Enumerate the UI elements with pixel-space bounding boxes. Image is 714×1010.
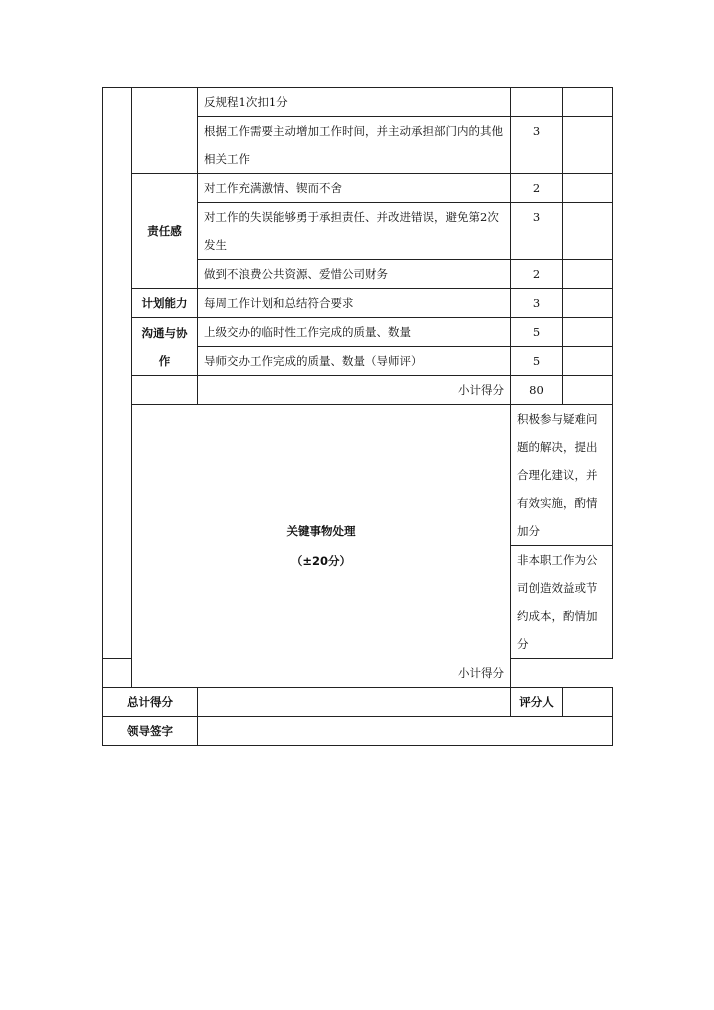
planning-label: 计划能力 xyxy=(132,289,198,318)
key-matters-item: 非本职工作为公司创造效益或节约成本，酌情加分 xyxy=(511,546,613,659)
sub-category-cell-blank xyxy=(132,88,198,174)
total-value-cell[interactable] xyxy=(198,688,511,717)
subtotal-score: 80 xyxy=(511,376,563,405)
criteria-text: 对工作的失误能够勇于承担责任、并改进错误，避免第2次发生 xyxy=(198,203,511,260)
rating-cell[interactable] xyxy=(563,203,613,260)
rater-label: 评分人 xyxy=(511,688,563,717)
table-row xyxy=(103,405,613,546)
key-matters-item: 积极参与疑难问题的解决，提出合理化建议，并有效实施，酌情加分 xyxy=(511,405,613,546)
criteria-text: 导师交办工作完成的质量、数量（导师评） xyxy=(198,347,511,376)
key-matters-label: 关键事物处理 xyxy=(286,524,356,538)
table-row xyxy=(103,289,613,318)
rating-cell[interactable] xyxy=(563,318,613,347)
table-row xyxy=(103,88,613,117)
score-cell: 2 xyxy=(511,174,563,203)
score-cell: 3 xyxy=(511,289,563,318)
subtotal-row xyxy=(103,659,613,688)
total-label: 总计得分 xyxy=(103,688,198,717)
rating-cell[interactable] xyxy=(563,117,613,174)
category-cell-blank xyxy=(103,88,132,659)
key-matters-subtotal-label: 小计得分 xyxy=(103,659,511,688)
rating-cell[interactable] xyxy=(563,174,613,203)
table-row xyxy=(103,174,613,203)
responsibility-label: 责任感 xyxy=(132,174,198,289)
score-cell: 3 xyxy=(511,203,563,260)
leader-signature-cell[interactable] xyxy=(198,717,613,746)
criteria-text: 每周工作计划和总结符合要求 xyxy=(198,289,511,318)
criteria-text: 根据工作需要主动增加工作时间，并主动承担部门内的其他相关工作 xyxy=(198,117,511,174)
rating-cell[interactable] xyxy=(563,289,613,318)
evaluation-table xyxy=(102,87,613,746)
total-row xyxy=(103,688,613,717)
criteria-text: 对工作充满激情、锲而不舍 xyxy=(198,174,511,203)
criteria-text: 做到不浪费公共资源、爱惜公司财务 xyxy=(198,260,511,289)
sub-category-cell-blank xyxy=(132,376,198,405)
subtotal-label: 小计得分 xyxy=(198,376,511,405)
rating-cell[interactable] xyxy=(563,88,613,117)
rating-cell[interactable] xyxy=(563,376,613,405)
score-cell: 3 xyxy=(511,117,563,174)
table-row xyxy=(103,318,613,347)
communication-label: 沟通与协作 xyxy=(132,318,198,376)
rating-cell[interactable] xyxy=(563,347,613,376)
criteria-text: 反规程1次扣1分 xyxy=(198,88,511,117)
score-cell: 5 xyxy=(511,347,563,376)
criteria-text: 上级交办的临时性工作完成的质量、数量 xyxy=(198,318,511,347)
leader-row xyxy=(103,717,613,746)
leader-signature-label: 领导签字 xyxy=(103,717,198,746)
rater-value-cell[interactable] xyxy=(563,688,613,717)
score-cell: 2 xyxy=(511,260,563,289)
key-matters-sublabel: （±20分） xyxy=(290,554,352,568)
key-matters-label-cell xyxy=(132,405,511,688)
rating-cell[interactable] xyxy=(563,260,613,289)
subtotal-row xyxy=(103,376,613,405)
score-cell xyxy=(511,88,563,117)
score-cell: 5 xyxy=(511,318,563,347)
